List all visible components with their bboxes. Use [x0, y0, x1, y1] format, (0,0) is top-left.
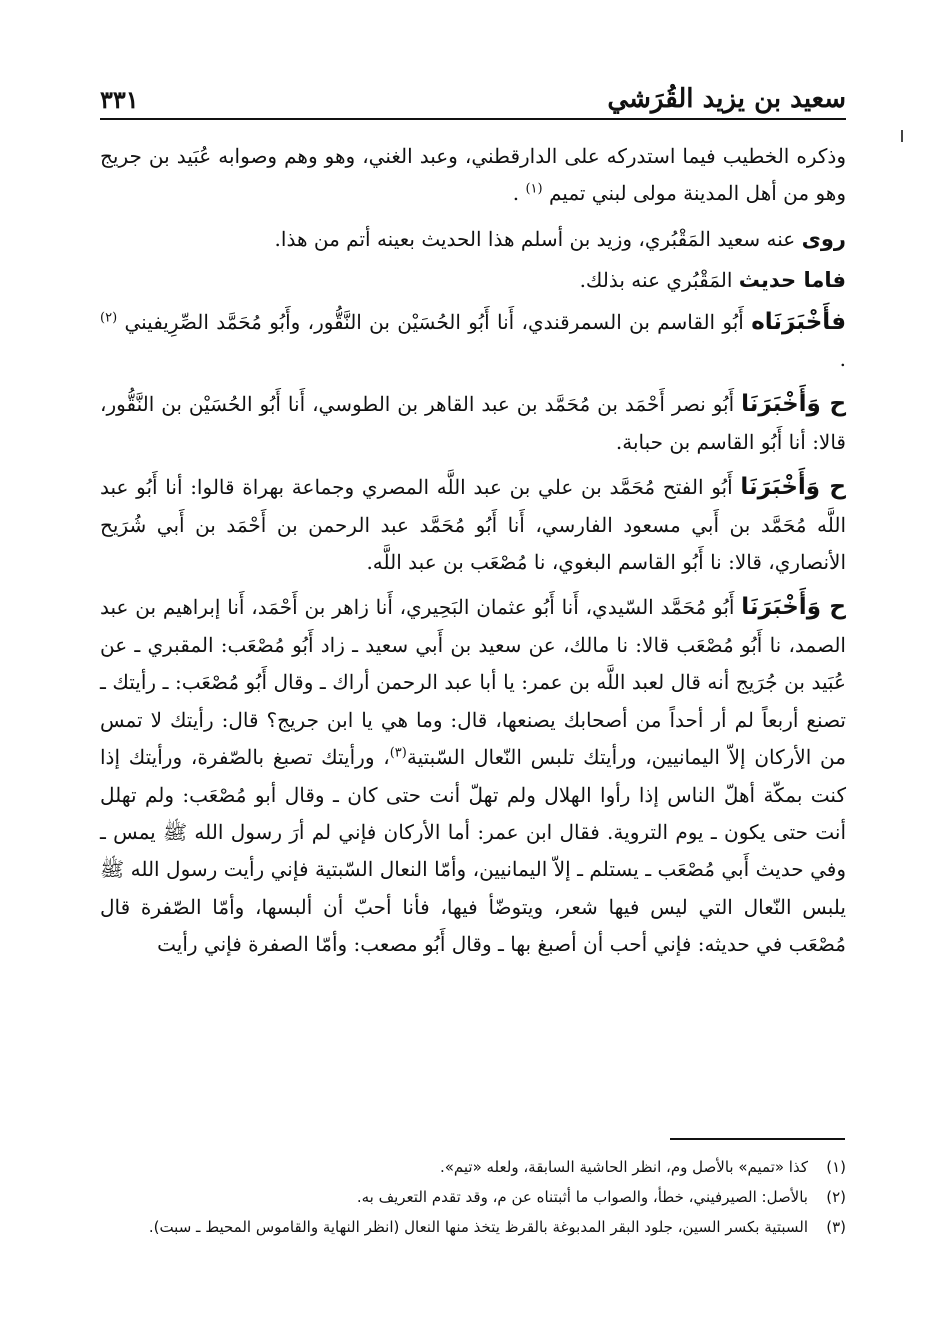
paragraph-lead: روى: [801, 226, 846, 251]
footnote-1: [100, 1152, 846, 1182]
footnote-ref-2[interactable]: (٢): [100, 309, 118, 325]
paragraph-text-cont: ، ورأيتك تصبغ بالصّفرة، ورأيتك إذا كنت بمكّة أهلّ الناس إذا رأوا الهلال ولم تهلّ أنت حتى كان ـ وقال أبو مُصْعَب: ولم تهلل أنت حتى يكون ـ يوم التروية. فقال ابن عمر: أما الأركان فإني لم أرَ رسول الله ﷺ يمس ـ وفي حديث أَبي مُصْعَب ـ يستلم ـ إلاّ اليمانيين، وأمّا النعال السّبتية فإني رأيت رسول الله ﷺ يلبس النّعال التي ليس فيها شعر، ويتوضّأ فيها، فأنا أحبّ أن ألبسها، وأمّا الصّفرة قال مُصْعَب في حديثه: فإني أحب أن أصبغ بها ـ وقال أَبُو مصعب: وأمّا الصفرة فإني رأيت: [100, 745, 846, 957]
paragraph-text: وذكره الخطيب فيما استدركه على الدارقطني، وعبد الغني، وهو وهم وصوابه عُبَيد بن جريج وهو من أهل المدينة مولى لبني تميم: [100, 144, 846, 206]
footnote-text: بالأصل: الصيرفيني، خطأ، والصواب ما أثبتناه عن م، وقد تقدم التعريف به.: [356, 1188, 808, 1206]
footnotes: [100, 1152, 846, 1242]
footnote-ref-1[interactable]: (١): [525, 181, 543, 197]
footnote-number: (٢): [826, 1188, 846, 1206]
paragraph-lead: ح وَأَخْبَرَنَا: [741, 391, 847, 418]
footnote-ref-3[interactable]: (٣): [389, 745, 407, 761]
paragraph-end: .: [839, 347, 846, 372]
paragraph-lead: فأَخْبَرَنَاه: [751, 308, 847, 335]
paragraph-5: [100, 386, 846, 461]
page-number: ٣٣١: [100, 85, 139, 114]
paragraph-3: [100, 262, 846, 299]
margin-mark: [901, 130, 903, 142]
paragraph-lead: ح وَأَخْبَرَنَا: [741, 594, 847, 621]
paragraph-text: أَبُو الفتح مُحَمَّد بن علي بن عبد اللَّه المصري وجماعة بهراة قالوا: أنا أَبُو عبد اللَّه مُحَمَّد بن أَبي مسعود الفارسي، أَنا أَبُو مُحَمَّد عبد الرحمن بن أَحْمَد بن أَبي شُرَيح الأنصاري، قالا: نا أَبُو القاسم البغوي، نا مُصْعَب بن عبد اللَّه.: [100, 475, 847, 575]
paragraph-2: [100, 221, 846, 258]
paragraph-text: المَقْبُري عنه بذلك.: [579, 268, 733, 293]
main-text: [100, 138, 846, 972]
paragraph-end: .: [512, 181, 520, 206]
footnote-text: السبتية بكسر السين، جلود البقر المدبوغة بالقرظ يتخذ منها النعال (انظر النهاية والقاموس المحيط ـ سبت).: [148, 1218, 808, 1236]
footnote-2: [100, 1182, 846, 1212]
paragraph-lead: فاما حديث: [738, 268, 846, 293]
paragraph-text: عنه سعيد المَقْبُري، وزيد بن أسلم هذا الحديث بعينه أتم من هذا.: [274, 226, 796, 251]
paragraph-4: [100, 304, 846, 379]
paragraph-text: أَبُو نصر أَحْمَد بن مُحَمَّد بن عبد القاهر بن الطوسي، أَنا أَبُو الحُسَيْن بن النَّقُّور، قالا: أنا أَبُو القاسم بن حبابة.: [100, 392, 846, 454]
footnote-number: (٣): [826, 1218, 846, 1236]
paragraph-text: أَبُو القاسم بن السمرقندي، أَنا أَبُو الحُسَيْن بن النَّقُّور، وأَبُو مُحَمَّد الصِّرِيفيني: [124, 309, 744, 334]
paragraph-7: [100, 589, 846, 963]
paragraph-6: [100, 469, 846, 581]
footnote-number: (١): [826, 1158, 846, 1176]
paragraph-text: أَبُو مُحَمَّد السّيدي، أَنا أَبُو عثمان البَحِيري، أَنا زاهر بن أَحْمَد، أَنا إبراهيم بن عبد الصمد، نا أَبُو مُصْعَب قالا: نا مالك، عن سعيد بن أَبي سعيد ـ زاد أَبُو مُصْعَب: المقبري ـ عن عُبَيد بن جُرَيج أنه قال لعبد اللَّه بن عمر: يا أبا عبد الرحمن أراك ـ وقال أَبُو مُصْعَب: ـ رأيتك ـ تصنع أربعاً لم أر أحداً من أصحابك يصنعها، قال: وما هي يا ابن جريج؟ قال: رأيتك لا تمس من الأركان إلاّ اليمانيين، ورأيتك تلبس النّعال السّبتية: [100, 595, 846, 770]
paragraph-lead: ح وَأَخْبَرَنَا: [740, 474, 846, 501]
page-header: [100, 70, 846, 120]
footnote-3: [100, 1212, 846, 1242]
running-title: سعيد بن يزيد القُرَشي: [607, 84, 846, 114]
footnote-separator: [670, 1138, 845, 1140]
footnote-text: كذا «تميم» بالأصل وم، انظر الحاشية السابقة، ولعله «تيم».: [439, 1158, 808, 1176]
paragraph-1: [100, 138, 846, 213]
